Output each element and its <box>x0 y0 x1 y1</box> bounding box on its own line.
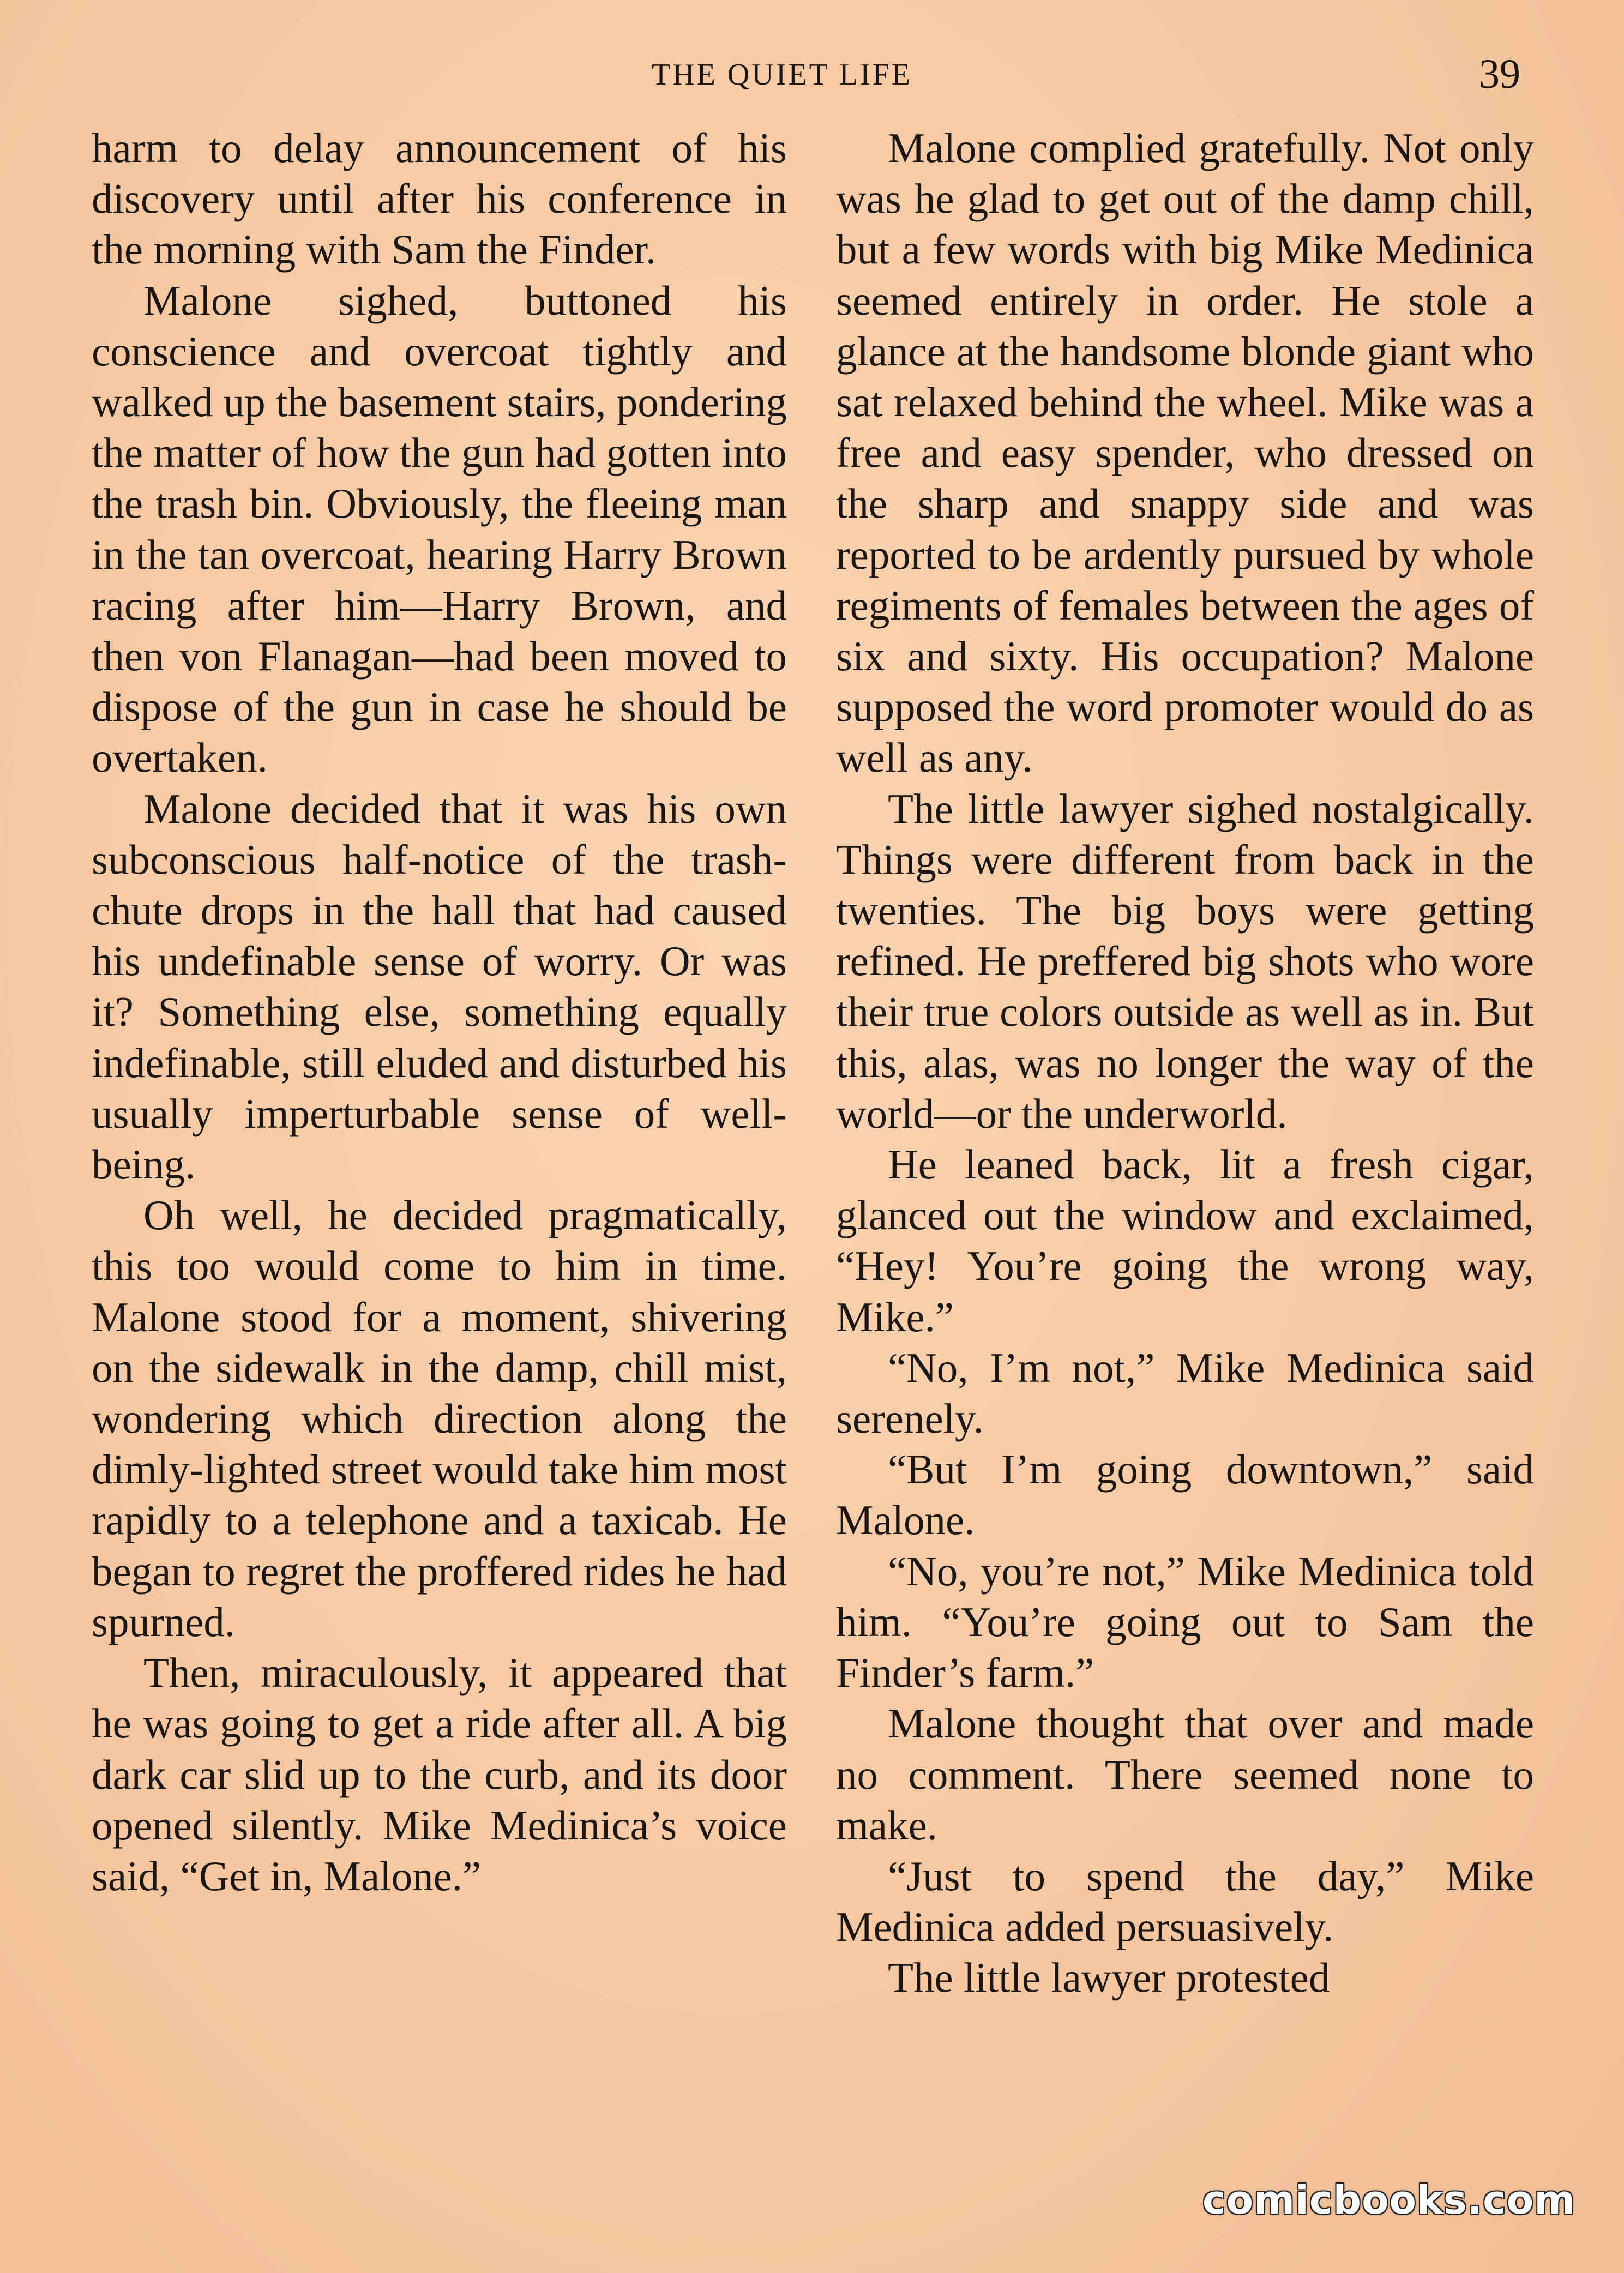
site-watermark: comicbooks.com <box>1202 2177 1576 2223</box>
chapter-running-title: THE QUIET LIFE <box>652 58 912 92</box>
paragraph: “No, I’m not,” Mike Medinica said serenely. <box>836 1344 1534 1442</box>
running-head <box>0 51 1624 106</box>
left-text-column <box>92 123 787 1902</box>
paragraph: “But I’m going downtown,” said Malone. <box>836 1446 1534 1544</box>
right-text-column <box>836 123 1534 2004</box>
paragraph: Oh well, he decided pragmatically, this too would come to him in time. Malone stood for a moment, shivering on the sidewalk in the damp, chill mist, wondering which direction along the dimly-lighted street would take him most rapidly to a telephone and a taxicab. He began to regret the proffered rides he had spurned. <box>92 1192 787 1645</box>
paragraph: “No, you’re not,” Mike Medinica told him. “You’re going out to Sam the Finder’s farm.” <box>836 1547 1534 1697</box>
paragraph: “Just to spend the day,” Mike Medinica added persuasively. <box>836 1852 1534 1951</box>
paragraph: Then, miraculously, it appeared that he was going to get a ride after all. A big dark car slid up to the curb, and its door opened silently. Mike Medinica’s voice said, “Get in, Malone.” <box>92 1649 787 1899</box>
page-number: 39 <box>1479 51 1520 97</box>
paragraph: Malone decided that it was his own subconscious half-notice of the trash-chute drops in the hall that had caused his undefinable sense of worry. Or was it? Something else, something equally indefinable, still eluded and disturbed his usually imperturbable sense of well-being. <box>92 785 787 1188</box>
paragraph: The little lawyer sighed nostalgically. Things were different from back in the twenties. The big boys were getting refined. He preffered big shots who wore their true colors outside as well as in. But this, alas, was no longer the way of the world—or the underworld. <box>836 785 1534 1137</box>
paragraph: Malone complied gratefully. Not only was he glad to get out of the damp chill, but a few words with big Mike Medinica seemed entirely in order. He stole a glance at the handsome blonde giant who sat relaxed behind the wheel. Mike was a free and easy spender, who dressed on the sharp and snappy side and was reported to be ardently pursued by whole regiments of females between the ages of six and sixty. His occupation? Malone supposed the word promoter would do as well as any. <box>836 124 1534 781</box>
paragraph: Malone thought that over and made no comment. There seemed none to make. <box>836 1700 1534 1849</box>
paragraph: He leaned back, lit a fresh cigar, glanced out the window and exclaimed, “Hey! You’re going the wrong way, Mike.” <box>836 1141 1534 1340</box>
paragraph: Malone sighed, buttoned his conscience and overcoat tightly and walked up the basement stairs, pondering the matter of how the gun had gotten into the trash bin. Obviously, the fleeing man in the tan overcoat, hearing Harry Brown racing after him—Harry Brown, and then von Flanagan—had been moved to dispose of the gun in case he should be overtaken. <box>92 276 787 781</box>
paragraph: harm to delay announcement of his discovery until after his conference in the morning with Sam the Finder. <box>92 124 787 273</box>
paragraph: The little lawyer protested <box>888 1954 1330 2001</box>
